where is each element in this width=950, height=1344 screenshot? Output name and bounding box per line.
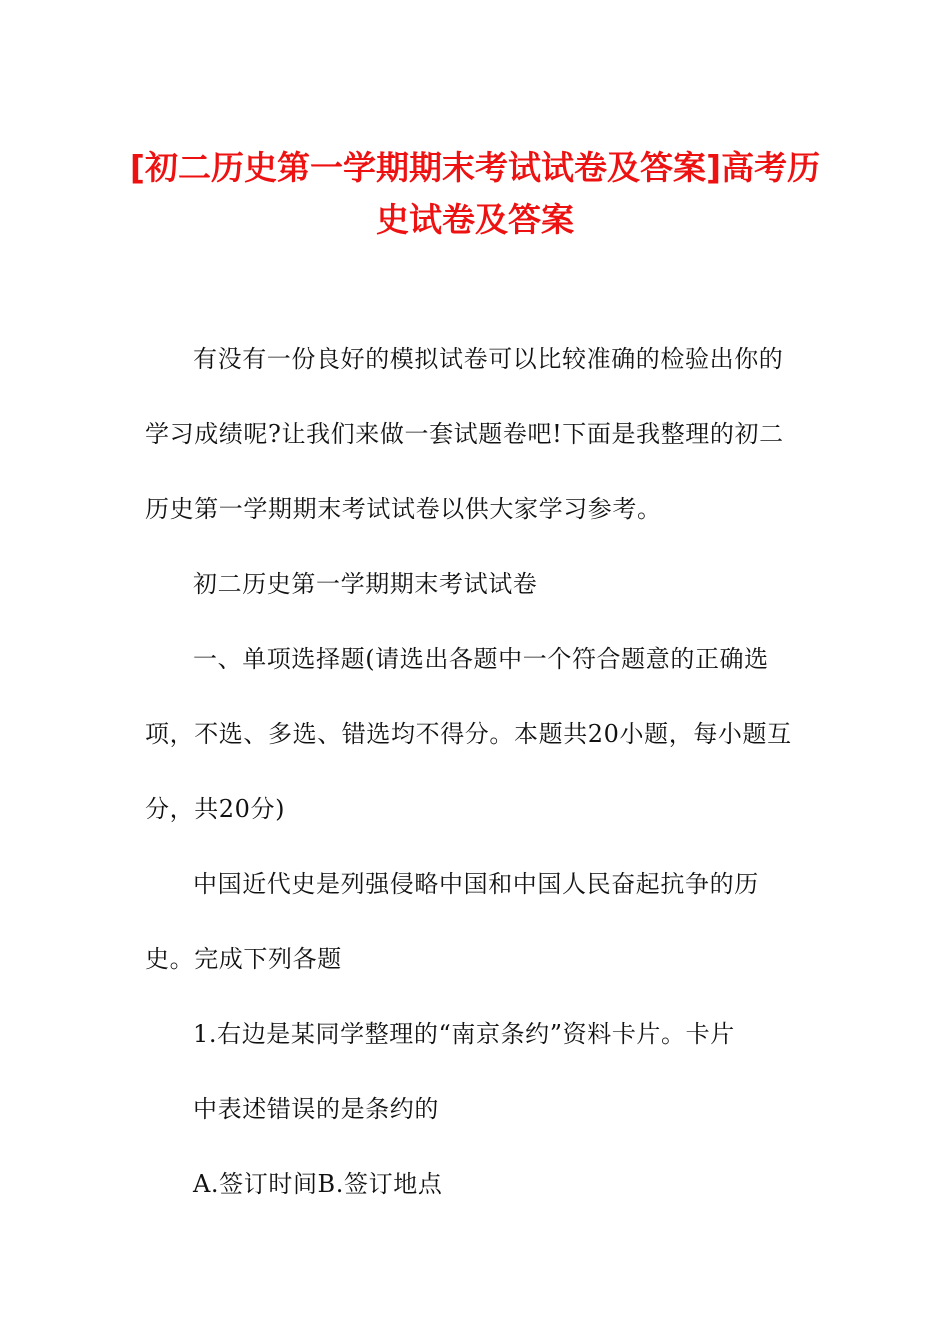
question-1-options: A.签订时间B.签订地点 (193, 1170, 443, 1198)
exam-heading: 初二历史第一学期期末考试试卷 (193, 570, 538, 598)
intro-paragraph: 有没有一份良好的模拟试卷可以比较准确的检验出你的学习成绩呢?让我们来做一套试题卷吧!下面是我整理的初二历史第一学期期末考试试卷以供大家学习参考。 (145, 345, 784, 523)
document-title: [初二历史第一学期期末考试试卷及答案]高考历史试卷及答案 (129, 148, 821, 239)
question-1-stem-continued: 中表述错误的是条约的 (193, 1095, 439, 1123)
question-1-stem: 1.右边是某同学整理的“南京条约”资料卡片。卡片 (193, 1020, 735, 1048)
document-body (145, 322, 805, 1222)
section-instructions: 一、单项选择题(请选出各题中一个符合题意的正确选项，不选、多选、错选均不得分。本题共20小题，每小题互分，共20分) (145, 645, 792, 823)
question-intro: 中国近代史是列强侵略中国和中国人民奋起抗争的历史。完成下列各题 (145, 870, 759, 973)
